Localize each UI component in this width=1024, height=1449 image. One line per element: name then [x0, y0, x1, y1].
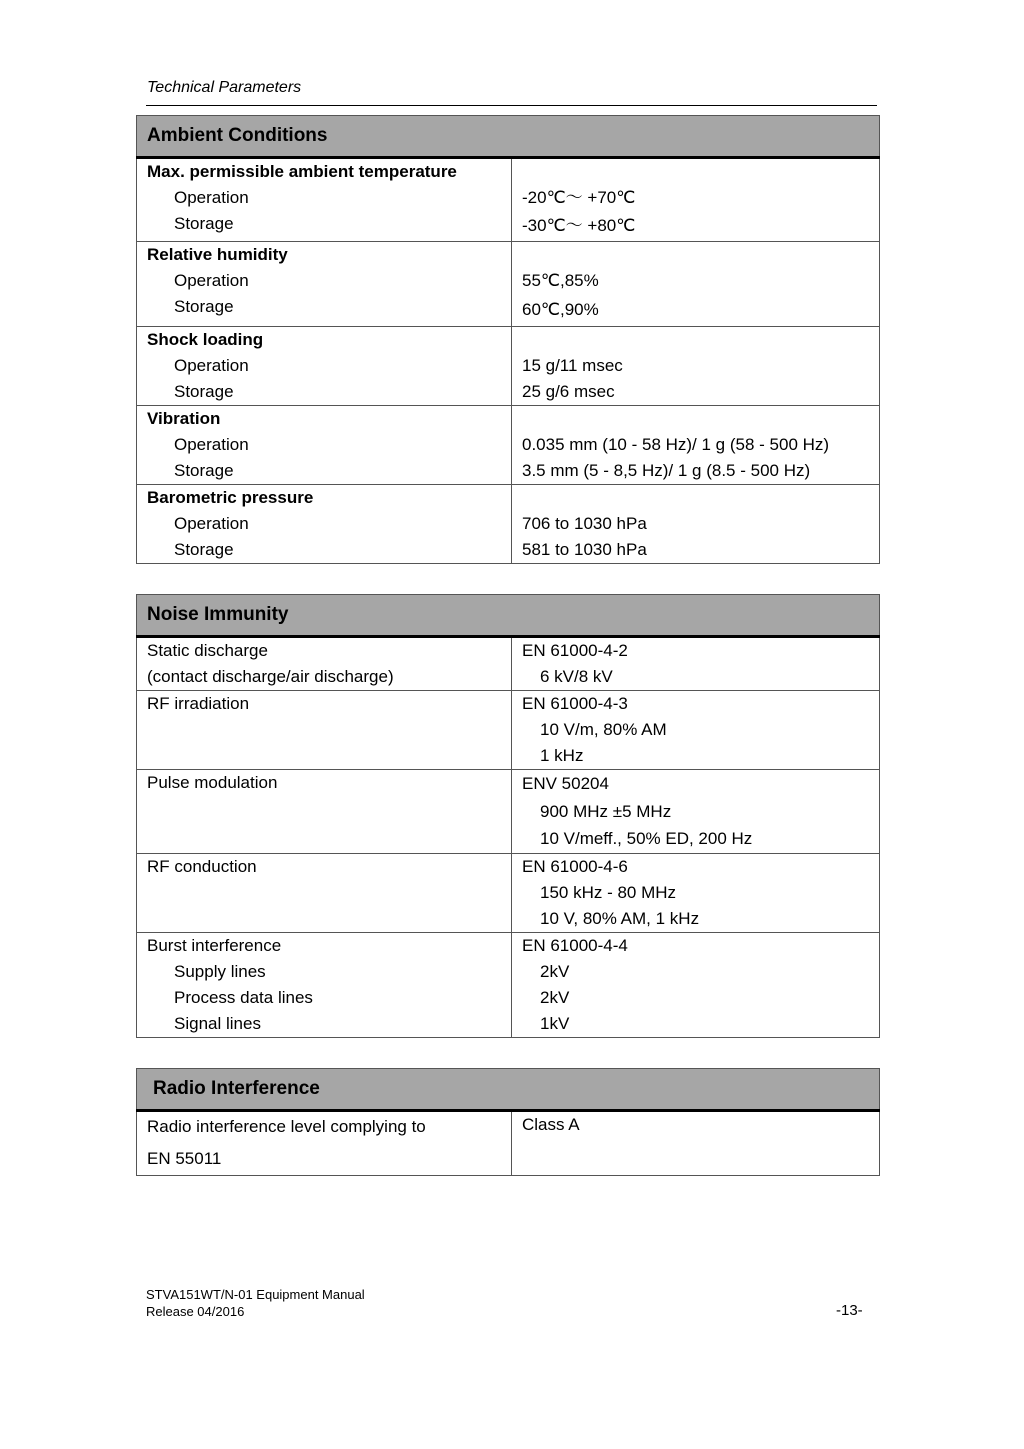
pulse-modulation-value-1: 900 MHz ±5 MHz — [540, 801, 672, 821]
static-discharge-sublabel: (contact discharge/air discharge) — [147, 667, 394, 686]
pressure-storage-value: 581 to 1030 hPa — [522, 540, 647, 559]
pulse-modulation-value-2: 10 V/meff., 50% ED, 200 Hz — [540, 829, 753, 848]
shock-storage-value: 25 g/6 msec — [522, 382, 615, 401]
burst-signal-lines-label: Signal lines — [174, 1013, 261, 1033]
humidity-operation-label: Operation — [174, 271, 249, 290]
static-discharge-label: Static discharge — [147, 641, 268, 660]
vibration-storage-value: 3.5 mm (5 - 8,5 Hz)/ 1 g (8.5 - 500 Hz) — [522, 461, 811, 480]
burst-interference-label: Burst interference — [147, 935, 282, 955]
shock-operation-label: Operation — [174, 356, 249, 375]
static-discharge-value: 6 kV/8 kV — [540, 667, 613, 686]
radio-interference-standard: EN 55011 — [147, 1149, 222, 1168]
rf-conduction-value-2: 10 V, 80% AM, 1 kHz — [540, 908, 700, 928]
static-discharge-standard: EN 61000-4-2 — [522, 641, 628, 660]
burst-interference-standard: EN 61000-4-4 — [522, 935, 628, 955]
ambient-conditions-table — [136, 115, 880, 564]
footer-release: Release 04/2016 — [146, 1304, 245, 1319]
table-row-radio-interference — [137, 1111, 880, 1176]
vibration-storage-label: Storage — [174, 461, 234, 480]
table-row-vibration — [137, 406, 880, 485]
humidity-storage-value: 60℃,90% — [522, 300, 599, 319]
table-row-burst-interference — [137, 932, 880, 1037]
pressure-operation-label: Operation — [174, 514, 249, 533]
radio-interference-title: Radio Interference — [137, 1069, 880, 1111]
burst-supply-lines-value: 2kV — [540, 961, 570, 981]
temperature-operation-label: Operation — [174, 188, 249, 207]
rf-irradiation-label: RF irradiation — [147, 694, 250, 713]
temperature-label: Max. permissible ambient temperature — [147, 162, 457, 181]
burst-supply-lines-label: Supply lines — [174, 961, 266, 981]
table-row-rf-conduction — [137, 853, 880, 932]
burst-process-data-lines-label: Process data lines — [174, 987, 313, 1007]
radio-interference-label: Radio interference level complying to — [147, 1117, 426, 1136]
pressure-label: Barometric pressure — [147, 488, 314, 507]
shock-label: Shock loading — [147, 330, 264, 349]
table-row-shock — [137, 327, 880, 406]
table-row-pressure — [137, 485, 880, 564]
burst-signal-lines-value: 1kV — [540, 1013, 570, 1033]
ambient-conditions-title: Ambient Conditions — [137, 116, 880, 158]
header-rule — [146, 105, 877, 106]
table-row-rf-irradiation — [137, 691, 880, 770]
rf-irradiation-standard: EN 61000-4-3 — [522, 694, 628, 713]
vibration-operation-value: 0.035 mm (10 - 58 Hz)/ 1 g (58 - 500 Hz) — [522, 435, 830, 454]
footer-manual-title: STVA151WT/N-01 Equipment Manual — [146, 1287, 365, 1302]
radio-interference-value: Class A — [522, 1115, 580, 1134]
vibration-label: Vibration — [147, 409, 221, 428]
table-row-temperature — [137, 158, 880, 242]
page-number: -13- — [836, 1302, 863, 1319]
humidity-storage-label: Storage — [174, 297, 234, 316]
page-header-title: Technical Parameters — [147, 79, 302, 96]
temperature-storage-value: -30℃～ +80℃ — [522, 216, 636, 235]
pulse-modulation-standard: ENV 50204 — [522, 774, 609, 793]
noise-immunity-title: Noise Immunity — [137, 595, 880, 637]
rf-conduction-label: RF conduction — [147, 856, 257, 876]
table-row-pulse-modulation — [137, 770, 880, 854]
table-row-humidity — [137, 242, 880, 327]
humidity-label: Relative humidity — [147, 245, 288, 264]
humidity-operation-value: 55℃,85% — [522, 271, 599, 290]
rf-conduction-standard: EN 61000-4-6 — [522, 856, 628, 876]
vibration-operation-label: Operation — [174, 435, 249, 454]
shock-storage-label: Storage — [174, 382, 234, 401]
temperature-storage-label: Storage — [174, 214, 234, 233]
temperature-operation-value: -20℃～ +70℃ — [522, 188, 636, 207]
footer — [146, 1286, 365, 1320]
pulse-modulation-label: Pulse modulation — [147, 773, 278, 792]
rf-irradiation-value-2: 1 kHz — [540, 746, 584, 765]
burst-process-data-lines-value: 2kV — [540, 987, 570, 1007]
pressure-operation-value: 706 to 1030 hPa — [522, 514, 647, 533]
radio-interference-table — [136, 1068, 880, 1176]
table-row-static-discharge — [137, 637, 880, 691]
shock-operation-value: 15 g/11 msec — [522, 356, 623, 375]
noise-immunity-table — [136, 594, 880, 1038]
pressure-storage-label: Storage — [174, 540, 234, 559]
rf-conduction-value-1: 150 kHz - 80 MHz — [540, 882, 677, 902]
rf-irradiation-value-1: 10 V/m, 80% AM — [540, 720, 667, 739]
